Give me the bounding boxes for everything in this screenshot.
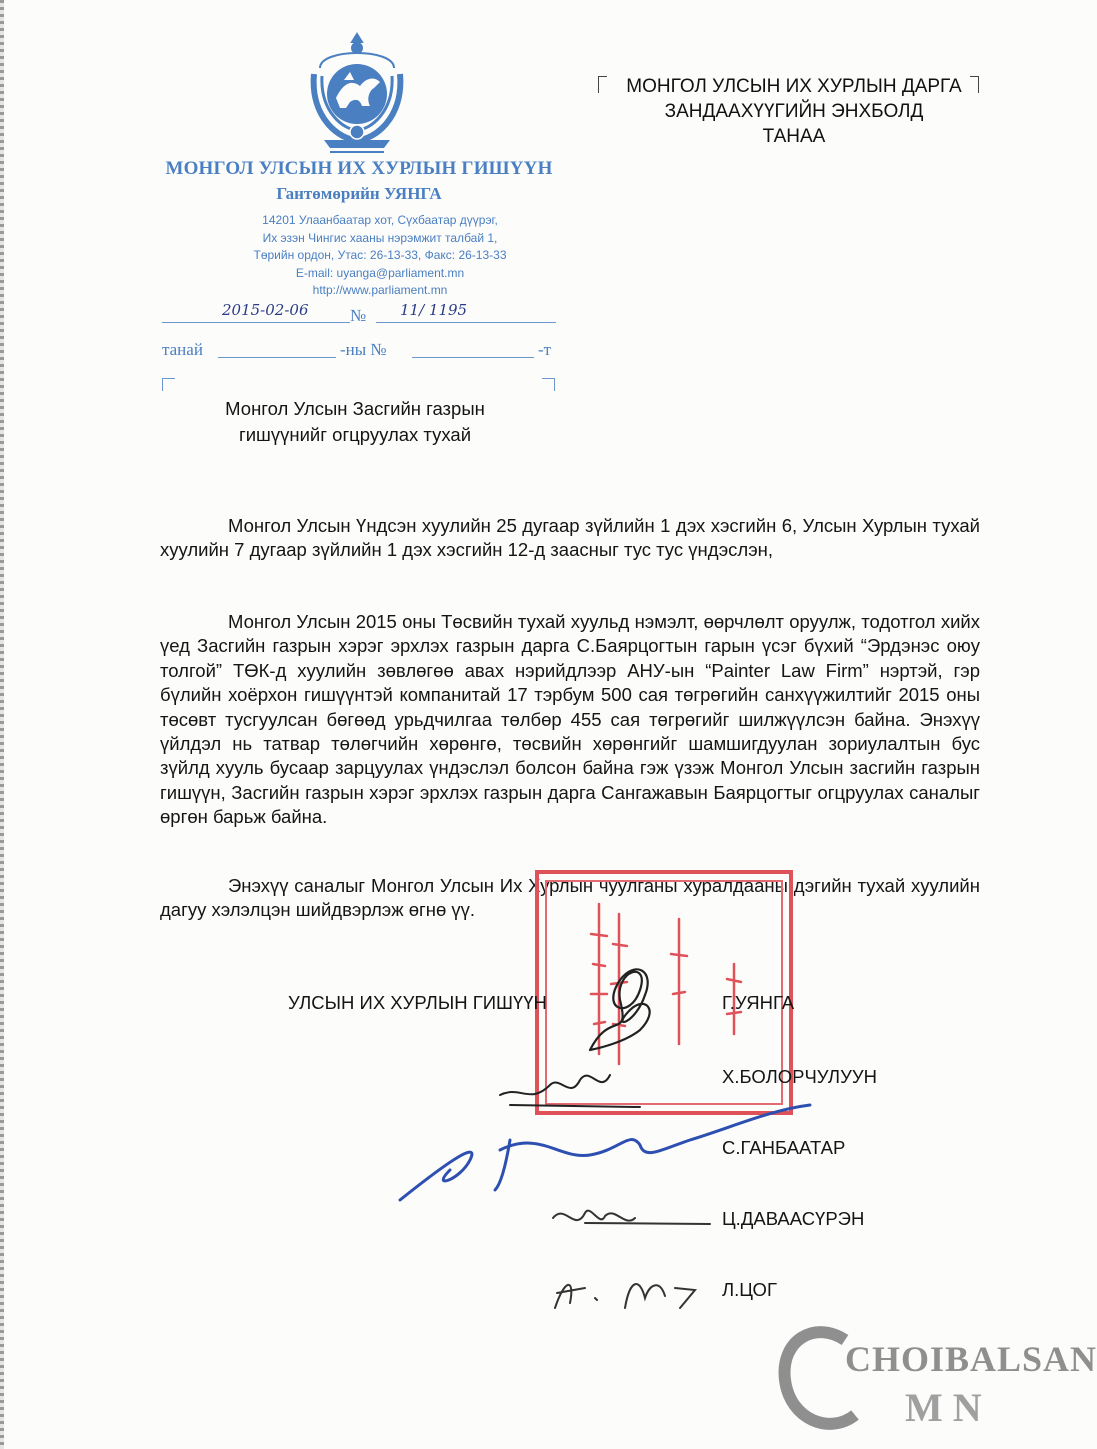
reply-mid: -ны № xyxy=(340,340,387,359)
signature-1-icon xyxy=(560,950,680,1060)
recipient-line: ТАНАА xyxy=(762,126,826,147)
signatory-name: Г.УЯНГА xyxy=(722,992,795,1013)
reply-suffix: -т xyxy=(538,340,552,359)
date-line xyxy=(162,322,350,323)
number-sign: № xyxy=(350,306,367,325)
signatory-name: Ц.ДАВААСҮРЭН xyxy=(722,1208,865,1229)
address-line: Төрийн ордон, Утас: 26-13-33, Факс: 26-13-33 xyxy=(253,248,507,262)
website-line: http://www.parliament.mn xyxy=(312,283,448,297)
watermark-text: CHOIBALSAN xyxy=(845,1339,1097,1379)
signature-3-icon xyxy=(390,1100,820,1210)
subject-corner-left xyxy=(162,378,175,391)
letterhead-name: Гантөмөрийн УЯНГА xyxy=(276,184,442,203)
body-paragraph: Монгол Улсын Үндсэн хуулийн 25 дугаар зүйлийн 1 дэх хэсгийн 6, Улсын Хурлын тухай хуулийн 7 дугаар зүйлийн 1 дэх хэсгийн 12-д заасныг тус тус үндэслэн, xyxy=(160,515,980,561)
letterhead-org: МОНГОЛ УЛСЫН ИХ ХУРЛЫН ГИШҮҮН xyxy=(165,158,553,179)
email-line: E-mail: uyanga@parliament.mn xyxy=(295,265,465,280)
letterhead-address xyxy=(130,212,630,300)
signature-5-icon xyxy=(545,1268,705,1318)
subject-corner-right xyxy=(542,378,555,391)
signature-4-icon xyxy=(545,1198,715,1238)
recipient-block xyxy=(598,74,990,149)
recipient-line: ЗАНДААХҮҮГИЙН ЭНХБОЛД xyxy=(664,101,924,122)
subject-line: гишүүнийг огцруулах тухай xyxy=(238,424,472,445)
number-handwritten: 11/ 1195 xyxy=(400,301,468,319)
address-line: Их эзэн Чингис хааны нэрэмжит талбай 1, xyxy=(262,230,498,245)
subject-line: Монгол Улсын Засгийн газрын xyxy=(225,398,485,419)
body-paragraph: Монгол Улсын 2015 оны Төсвийн тухай хуульд нэмэлт, өөрчлөлт оруулж, тодотгол хийх үед Засгийн газрын хэрэг эрхлэх газрын дарга С.Баярцогтын гарын үсэг бүхий “Эрдэнэс оюу толгой” ТӨК-д хуулийн зөвлөгөө авах нэрийдлээр АНУ-ын “Painter Law Firm” нэртэй, гэр бүлийн хоёрхон гишүүнтэй компанитай 17 тэрбум 500 сая төгрөгийн санхүүжилтийг 2015 оны төсөвт тусгуулсан бөгөөд урьдчилгаа төлбөр 455 сая төгрөгийг шилжүүлсэн байна. Энэхүү үйлдэл нь татвар төлөгчийн хөрөнгө, төсвийн хөрөнгийг шамшигдуулан зориулалтын бус зүйлд хууль бусаар зарцуулах үндэслэл болсон байна гэж үзэж Монгол Улсын засгийн газрын гишүүн, Засгийн газрын хэрэг эрхлэх газрын дарга Сангажавын Баярцогтыг огцруулах саналыг өргөн барьж байна. xyxy=(160,611,980,828)
number-line xyxy=(376,322,556,323)
signatory-name: Л.ЦОГ xyxy=(722,1279,777,1300)
reply-prefix: танай xyxy=(162,340,203,359)
scan-edge xyxy=(0,0,4,1449)
reply-number-line xyxy=(412,357,534,358)
signatory-name: С.ГАНБААТАР xyxy=(722,1137,846,1158)
reply-date-line xyxy=(218,357,336,358)
site-watermark xyxy=(775,1320,1097,1440)
date-handwritten: 2015-02-06 xyxy=(222,301,309,319)
recipient-line: МОНГОЛ УЛСЫН ИХ ХУРЛЫН ДАРГА xyxy=(626,76,962,97)
subject-block xyxy=(160,396,550,448)
signatory-name: Х.БОЛОРЧУЛУУН xyxy=(722,1066,877,1087)
body-paragraph: Энэхүү саналыг Монгол Улсын Их Хурлын чуулганы хуралдааны дэгийн тухай хуулийн дагуу хэлэлцэн шийдвэрлэж өгнө үү. xyxy=(160,875,980,921)
address-line: 14201 Улаанбаатар хот, Сүхбаатар дүүрэг, xyxy=(262,213,498,227)
signatory-title: УЛСЫН ИХ ХУРЛЫН ГИШҮҮН xyxy=(288,992,547,1013)
state-emblem-icon xyxy=(300,28,414,158)
watermark-domain: MN xyxy=(905,1385,992,1430)
